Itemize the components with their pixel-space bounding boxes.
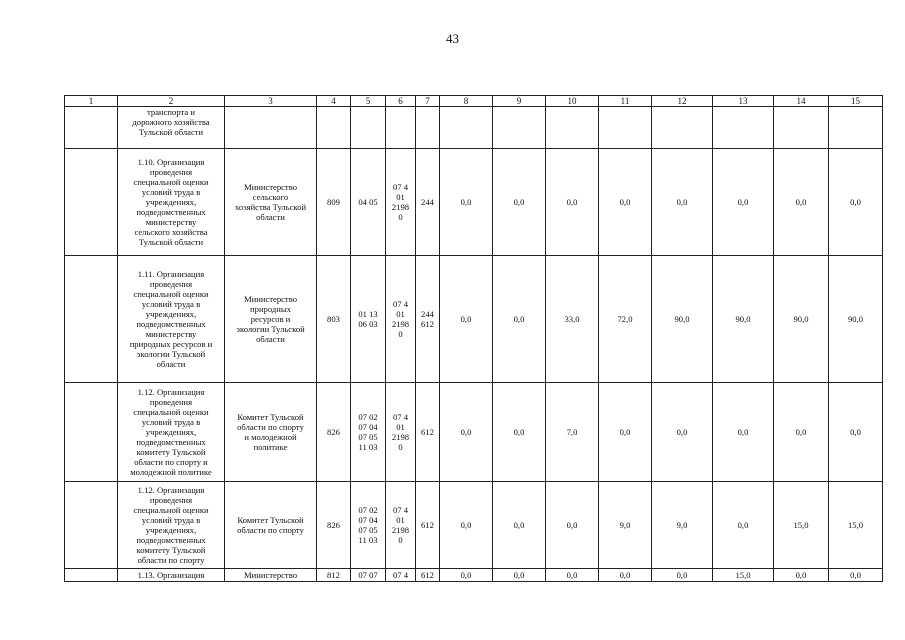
table-cell: Министерство природных ресурсов и экологии Тульской области: [225, 256, 317, 383]
header-cell: 11: [599, 96, 652, 107]
table-cell: [65, 482, 118, 569]
table-cell: 07 02 07 04 07 05 11 03: [351, 482, 386, 569]
table-cell: 612: [416, 482, 440, 569]
table-cell: 0,0: [546, 482, 599, 569]
table-cell: 90,0: [774, 256, 829, 383]
header-cell: 6: [386, 96, 416, 107]
table-cell: [493, 107, 546, 149]
table-cell: 0,0: [599, 383, 652, 482]
table-cell: 0,0: [493, 149, 546, 256]
table-cell: 0,0: [829, 383, 883, 482]
table-header-row: [65, 96, 883, 107]
header-cell: 8: [440, 96, 493, 107]
table-cell: [599, 107, 652, 149]
table-cell: [386, 107, 416, 149]
table-cell: 0,0: [440, 569, 493, 582]
table-cell: 72,0: [599, 256, 652, 383]
table-cell: 9,0: [599, 482, 652, 569]
table-cell: транспорта и дорожного хозяйства Тульской области: [118, 107, 225, 149]
table-cell: [416, 107, 440, 149]
table-cell: [225, 107, 317, 149]
table-row: [65, 256, 883, 383]
table-cell: Комитет Тульской области по спорту: [225, 482, 317, 569]
table-cell: Министерство сельского хозяйства Тульской области: [225, 149, 317, 256]
table-cell: 812: [317, 569, 351, 582]
table-cell: 612: [416, 383, 440, 482]
table-cell: 0,0: [493, 383, 546, 482]
table-cell: 0,0: [774, 569, 829, 582]
header-cell: 3: [225, 96, 317, 107]
table-cell: 0,0: [652, 383, 713, 482]
table-cell: 0,0: [440, 383, 493, 482]
table-cell: 07 4 01 2198 0: [386, 383, 416, 482]
table-cell: 15,0: [774, 482, 829, 569]
table-cell: 1.10. Организация проведения специальной оценки условий труда в учреждениях, подведомственных министерству сельского хозяйства Тульской области: [118, 149, 225, 256]
table-cell: [774, 107, 829, 149]
table-cell: 0,0: [652, 149, 713, 256]
table-cell: [65, 383, 118, 482]
table-cell: 90,0: [713, 256, 774, 383]
table-cell: 0,0: [774, 383, 829, 482]
header-cell: 12: [652, 96, 713, 107]
table-cell: 0,0: [546, 569, 599, 582]
table-cell: [829, 107, 883, 149]
table-cell: 07 4: [386, 569, 416, 582]
table-cell: [65, 149, 118, 256]
table-cell: 07 4 01 2198 0: [386, 482, 416, 569]
table-cell: 0,0: [440, 256, 493, 383]
table-cell: 90,0: [829, 256, 883, 383]
table-cell: 1.11. Организация проведения специальной оценки условий труда в учреждениях, подведомственных министерству природных ресурсов и экологии Тульской области: [118, 256, 225, 383]
table-cell: 809: [317, 149, 351, 256]
table-cell: [652, 107, 713, 149]
header-cell: 15: [829, 96, 883, 107]
table-cell: 07 4 01 2198 0: [386, 149, 416, 256]
table-cell: 826: [317, 482, 351, 569]
table-cell: 0,0: [493, 482, 546, 569]
table-cell: 0,0: [493, 569, 546, 582]
table-cell: 0,0: [652, 569, 713, 582]
table-row: [65, 482, 883, 569]
table-cell: 1.13. Организация: [118, 569, 225, 582]
table-cell: 07 02 07 04 07 05 11 03: [351, 383, 386, 482]
table-cell: 0,0: [599, 569, 652, 582]
table-cell: 0,0: [713, 149, 774, 256]
header-cell: 10: [546, 96, 599, 107]
table-cell: 0,0: [829, 569, 883, 582]
header-cell: 4: [317, 96, 351, 107]
table-cell: [65, 107, 118, 149]
table-row: [65, 383, 883, 482]
table-cell: [65, 569, 118, 582]
table-cell: [546, 107, 599, 149]
header-cell: 5: [351, 96, 386, 107]
header-cell: 13: [713, 96, 774, 107]
table-cell: 0,0: [546, 149, 599, 256]
header-cell: 9: [493, 96, 546, 107]
table-cell: 07 07: [351, 569, 386, 582]
table-cell: 826: [317, 383, 351, 482]
table-cell: 612: [416, 569, 440, 582]
table-cell: 244: [416, 149, 440, 256]
table-row: [65, 569, 883, 582]
table-cell: Комитет Тульской области по спорту и молодежной политике: [225, 383, 317, 482]
table-cell: 0,0: [440, 149, 493, 256]
table-cell: [65, 256, 118, 383]
table-cell: 244 612: [416, 256, 440, 383]
table-cell: 9,0: [652, 482, 713, 569]
header-cell: 7: [416, 96, 440, 107]
table-cell: 33,0: [546, 256, 599, 383]
table-cell: [351, 107, 386, 149]
table-cell: 0,0: [713, 383, 774, 482]
table-cell: 0,0: [599, 149, 652, 256]
table-row: [65, 107, 883, 149]
table-cell: 1.12. Организация проведения специальной оценки условий труда в учреждениях, подведомственных комитету Тульской области по спорту и молодежной политике: [118, 383, 225, 482]
table-cell: 0,0: [493, 256, 546, 383]
table-cell: 90,0: [652, 256, 713, 383]
table-cell: 0,0: [829, 149, 883, 256]
header-cell: 2: [118, 96, 225, 107]
table-cell: 04 05: [351, 149, 386, 256]
table-cell: [440, 107, 493, 149]
header-cell: 14: [774, 96, 829, 107]
table-cell: 15,0: [713, 569, 774, 582]
table-cell: 7,0: [546, 383, 599, 482]
table-cell: 0,0: [713, 482, 774, 569]
table-cell: Министерство: [225, 569, 317, 582]
budget-table: [64, 95, 883, 582]
table-row: [65, 149, 883, 256]
table-cell: 0,0: [774, 149, 829, 256]
table-cell: 01 13 06 03: [351, 256, 386, 383]
table-cell: 803: [317, 256, 351, 383]
table-cell: 07 4 01 2198 0: [386, 256, 416, 383]
table-cell: [713, 107, 774, 149]
header-cell: 1: [65, 96, 118, 107]
page-number: 43: [446, 31, 459, 46]
table-cell: 0,0: [440, 482, 493, 569]
table-cell: 1.12. Организация проведения специальной оценки условий труда в учреждениях, подведомственных комитету Тульской области по спорту: [118, 482, 225, 569]
table-cell: 15,0: [829, 482, 883, 569]
table-cell: [317, 107, 351, 149]
